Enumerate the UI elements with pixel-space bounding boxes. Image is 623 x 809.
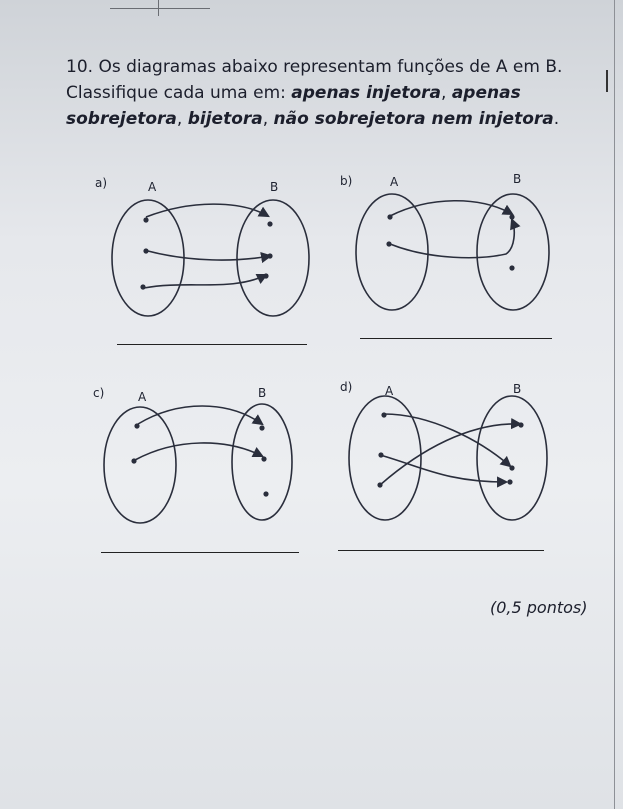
- question-number: 10.: [66, 57, 94, 77]
- option-bijetora: bijetora: [187, 109, 263, 129]
- diagram-a-set-b-label: B: [270, 180, 279, 194]
- option-nem-injetora: não sobrejetora nem injetora: [273, 109, 554, 129]
- diagram-b-letter: b): [340, 174, 353, 188]
- separator: ,: [441, 83, 452, 103]
- diagram-d-point: [518, 422, 523, 427]
- option-apenas-injetora: apenas injetora: [291, 83, 442, 103]
- diagram-d-arrow-2: [380, 455, 506, 482]
- question-lead: Os diagramas abaixo representam funções de A em B. Classifique cada uma em:: [66, 57, 563, 103]
- diagram-c-set-a-label: A: [138, 390, 147, 404]
- diagram-b-set-b-label: B: [513, 172, 522, 186]
- diagram-a-letter: a): [95, 176, 108, 190]
- diagram-d-point: [378, 452, 383, 457]
- diagram-d-set-b-label: B: [513, 382, 522, 396]
- separator: ,: [262, 109, 274, 129]
- diagram-d-point: [381, 412, 386, 417]
- option-apenas-sobrejetora: apenas sobrejetora: [66, 83, 521, 129]
- diagram-d-point: [507, 479, 512, 484]
- diagram-c-set-b-label: B: [258, 386, 267, 400]
- diagram-d-letter: d): [340, 380, 353, 394]
- diagram-d-point: [377, 482, 382, 487]
- diagram-d-set-a-label: A: [385, 384, 394, 398]
- diagram-a-set-a-label: A: [148, 180, 157, 194]
- diagram-d-point: [509, 465, 514, 470]
- diagram-d-set-b: [477, 396, 547, 520]
- period: .: [553, 109, 560, 129]
- diagram-b-set-a-label: A: [390, 175, 399, 189]
- points-value: (0,5 pontos): [490, 598, 588, 617]
- diagram-c-letter: c): [93, 386, 105, 400]
- separator: ,: [176, 109, 188, 129]
- diagram-d-answer-line[interactable]: [338, 550, 544, 551]
